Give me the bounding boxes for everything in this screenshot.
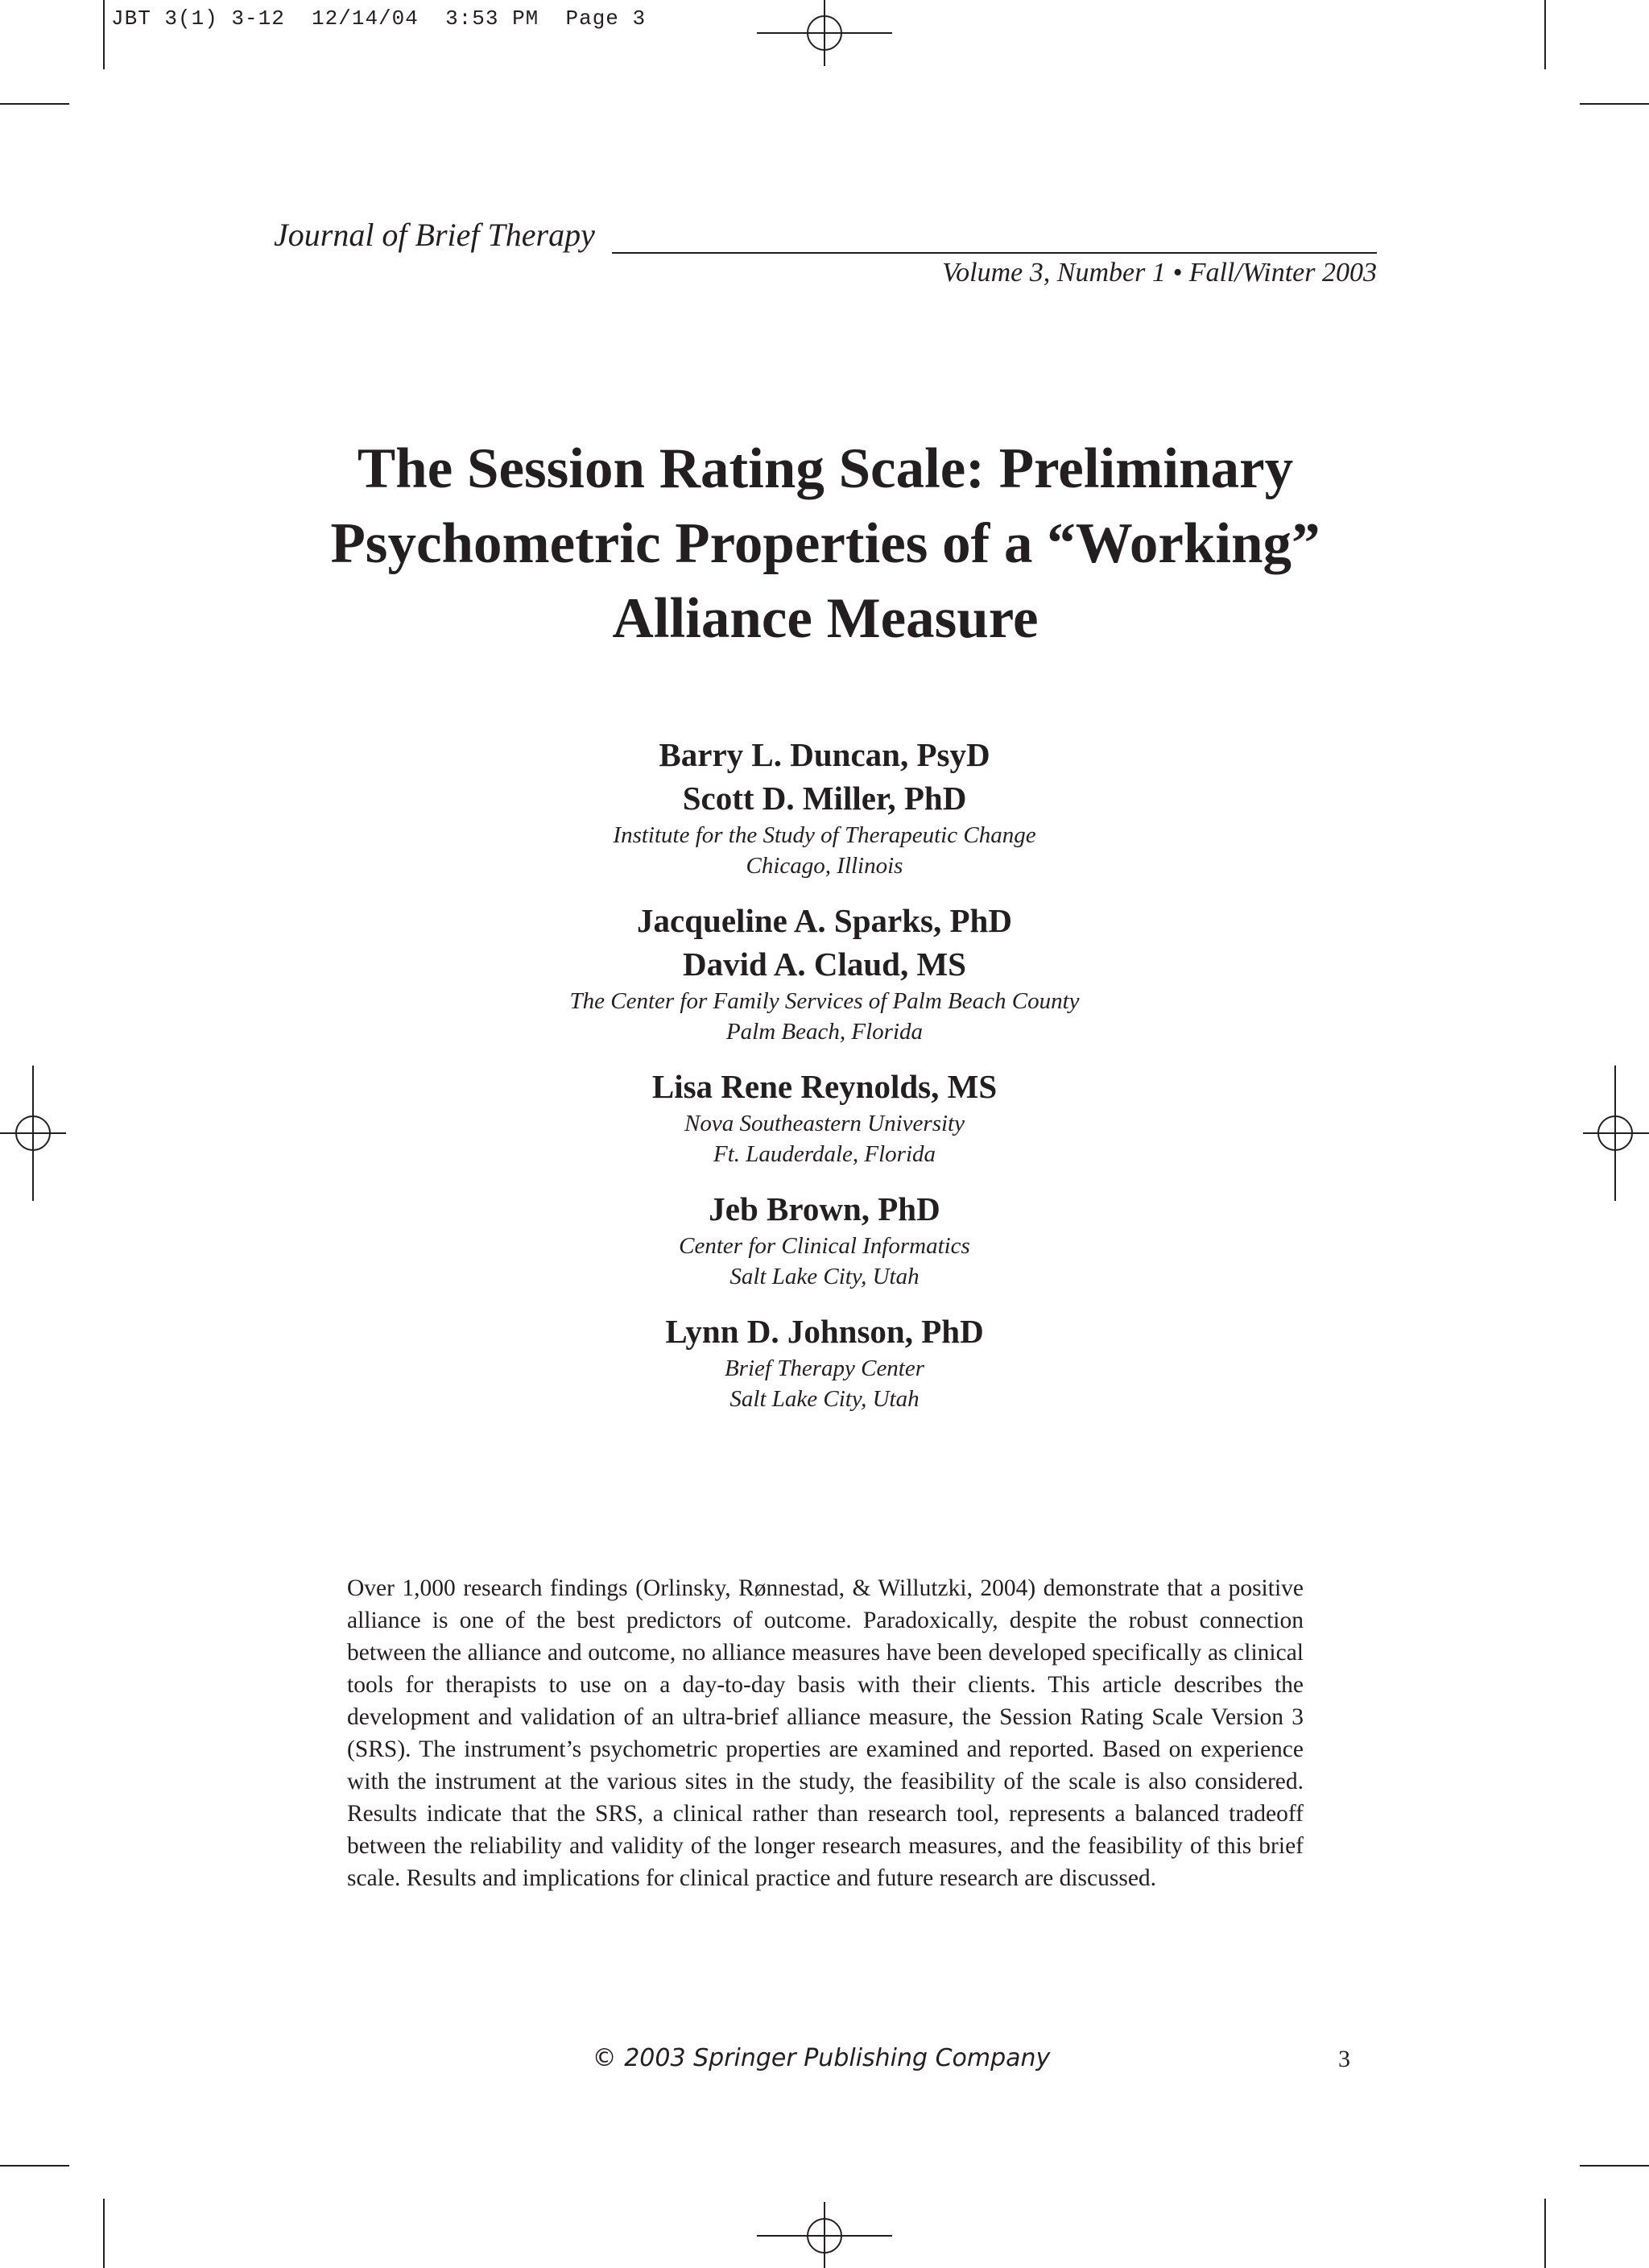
- author-group: [422, 733, 1227, 881]
- author-name: David A. Claud, MS: [682, 946, 966, 983]
- title-line: Psychometric Properties of a “Working”: [330, 512, 1320, 575]
- affiliation-line: Center for Clinical Informatics: [679, 1233, 970, 1259]
- affiliation-line: Institute for the Study of Therapeutic Change: [613, 822, 1036, 848]
- affiliation-line: Salt Lake City, Utah: [729, 1386, 920, 1412]
- author-name: Scott D. Miller, PhD: [682, 780, 967, 817]
- author-group: [422, 1187, 1227, 1292]
- issue-info: Volume 3, Number 1 • Fall/Winter 2003: [942, 258, 1377, 288]
- affiliation-line: Palm Beach, Florida: [725, 1019, 924, 1045]
- header-rule: [612, 252, 1377, 254]
- author-group: [422, 899, 1227, 1047]
- affiliation-line: Brief Therapy Center: [724, 1355, 925, 1381]
- affiliation-line: Nova Southeastern University: [684, 1111, 965, 1136]
- title-line: Alliance Measure: [612, 587, 1039, 650]
- affiliation-line: Chicago, Illinois: [746, 853, 903, 879]
- author-list: [422, 733, 1227, 1432]
- article-title: [242, 432, 1409, 656]
- affiliation-line: Salt Lake City, Utah: [729, 1264, 920, 1289]
- abstract: Over 1,000 research findings (Orlinsky, Rønnestad, & Willutzki, 2004) demonstrate that a positive alliance is one of the best predictors of outcome. Paradoxically, despite the robust connection between the alliance and outcome, no alliance measures have been developed specifically as clinical tools for therapists to use on a day-to-day basis with their clients. This article describes the development and validation of an ultra-brief alliance measure, the Session Rating Scale Version 3 (SRS). The instrument’s psychometric properties are examined and reported. Based on experience with the instrument at the various sites in the study, the feasibility of the scale is also considered. Results indicate that the SRS, a clinical rather than research tool, represents a balanced tradeoff between the reliability and validity of the longer research measures, and the feasibility of this brief scale. Results and implications for clinical practice and future research are discussed.: [347, 1575, 1304, 1891]
- journal-header: [274, 216, 1377, 288]
- author-group: [422, 1310, 1227, 1414]
- author-group: [422, 1065, 1227, 1169]
- author-name: Jeb Brown, PhD: [709, 1190, 940, 1227]
- journal-title: Journal of Brief Therapy: [274, 216, 598, 255]
- page-number: 3: [1338, 2046, 1350, 2072]
- author-name: Barry L. Duncan, PsyD: [659, 736, 990, 773]
- affiliation-line: Ft. Lauderdale, Florida: [713, 1141, 936, 1167]
- author-name: Lisa Rene Reynolds, MS: [651, 1068, 998, 1105]
- print-slug: JBT 3(1) 3-12 12/14/04 3:53 PM Page 3: [111, 6, 647, 31]
- copyright-notice: © 2003 Springer Publishing Company: [592, 2044, 1051, 2072]
- author-name: Lynn D. Johnson, PhD: [665, 1313, 984, 1350]
- author-name: Jacqueline A. Sparks, PhD: [637, 902, 1012, 939]
- affiliation-line: The Center for Family Services of Palm Beach County: [569, 988, 1080, 1014]
- title-line: The Session Rating Scale: Preliminary: [357, 437, 1294, 500]
